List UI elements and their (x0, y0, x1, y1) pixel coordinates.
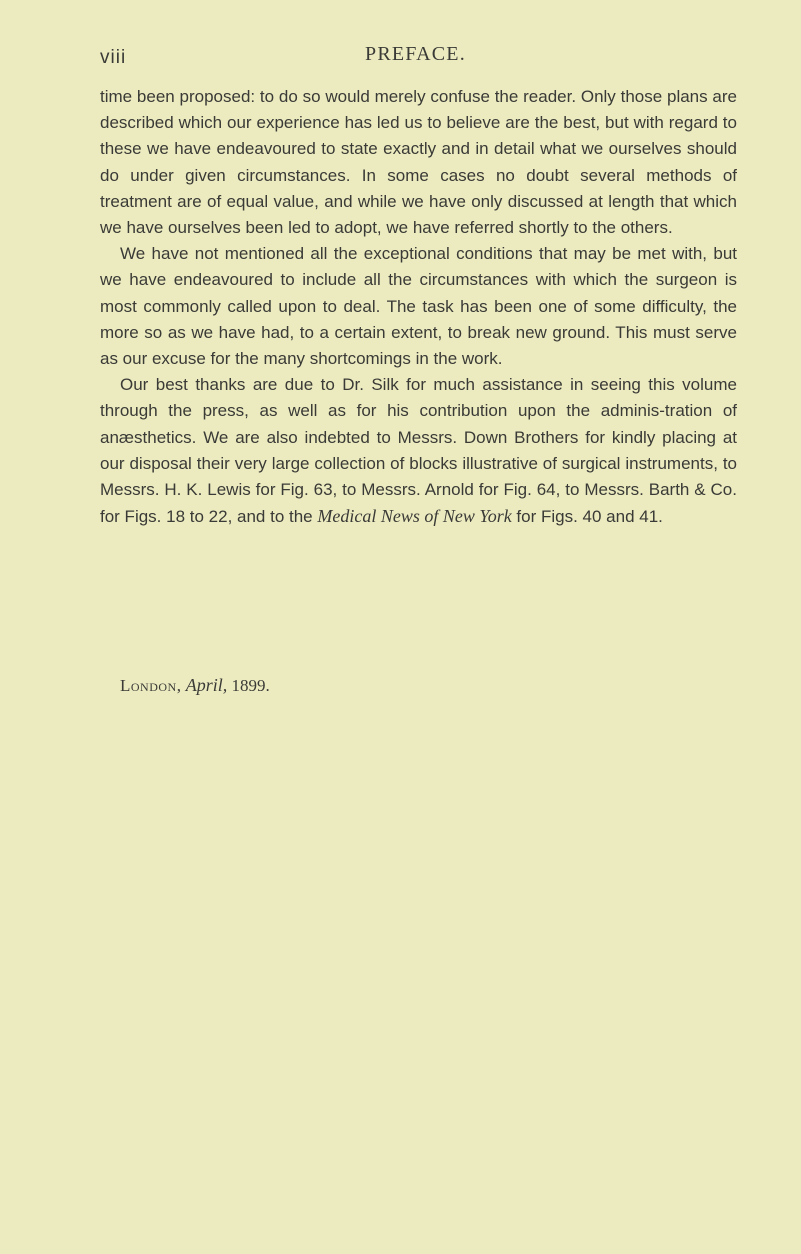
signature-month: April, (185, 675, 228, 695)
paragraph-3-text: Our best thanks are due to Dr. Silk for much assistance in seeing this volume through the press, as well as for his contribution upon the adminis-tration of anæsthetics. We are also indebted to Messrs. Down Brothers for kindly placing at our disposal their very large collection of blocks illustrative of surgical instruments, to Messrs. H. K. Lewis for Fig. 63, to Messrs. Arnold for Fig. 64, to Messrs. Barth & Co. for Figs. 18 to 22, and to the (100, 375, 737, 527)
paragraph-3 (100, 372, 737, 530)
paragraph-3-end: for Figs. 40 and 41. (511, 507, 663, 527)
signature-year: 1899. (231, 676, 270, 695)
paragraph-2: We have not mentioned all the exceptional conditions that may be met with, but we have endeavoured to include all the circumstances with which the surgeon is most commonly called upon to deal. The task has been one of some difficulty, the more so as we have had, to a certain extent, to break new ground. This must serve as our excuse for the many shortcomings in the work. (100, 244, 737, 369)
signature-line (120, 675, 270, 696)
signature-place: London, (120, 676, 182, 695)
page-number: viii (100, 47, 127, 68)
paragraph-1: time been proposed: to do so would merely confuse the reader. Only those plans are described which our experience has led us to believe are the best, but with regard to these we have endeavoured to state exactly and in detail what we ourselves should do under given circumstances. In some cases no doubt several methods of treatment are of equal value, and while we have only discussed at length that which we have ourselves been led to adopt, we have referred shortly to the others. (100, 87, 737, 238)
journal-title: Medical News of New York (317, 506, 512, 527)
preface-body (100, 84, 737, 530)
running-head: PREFACE. (365, 43, 466, 65)
